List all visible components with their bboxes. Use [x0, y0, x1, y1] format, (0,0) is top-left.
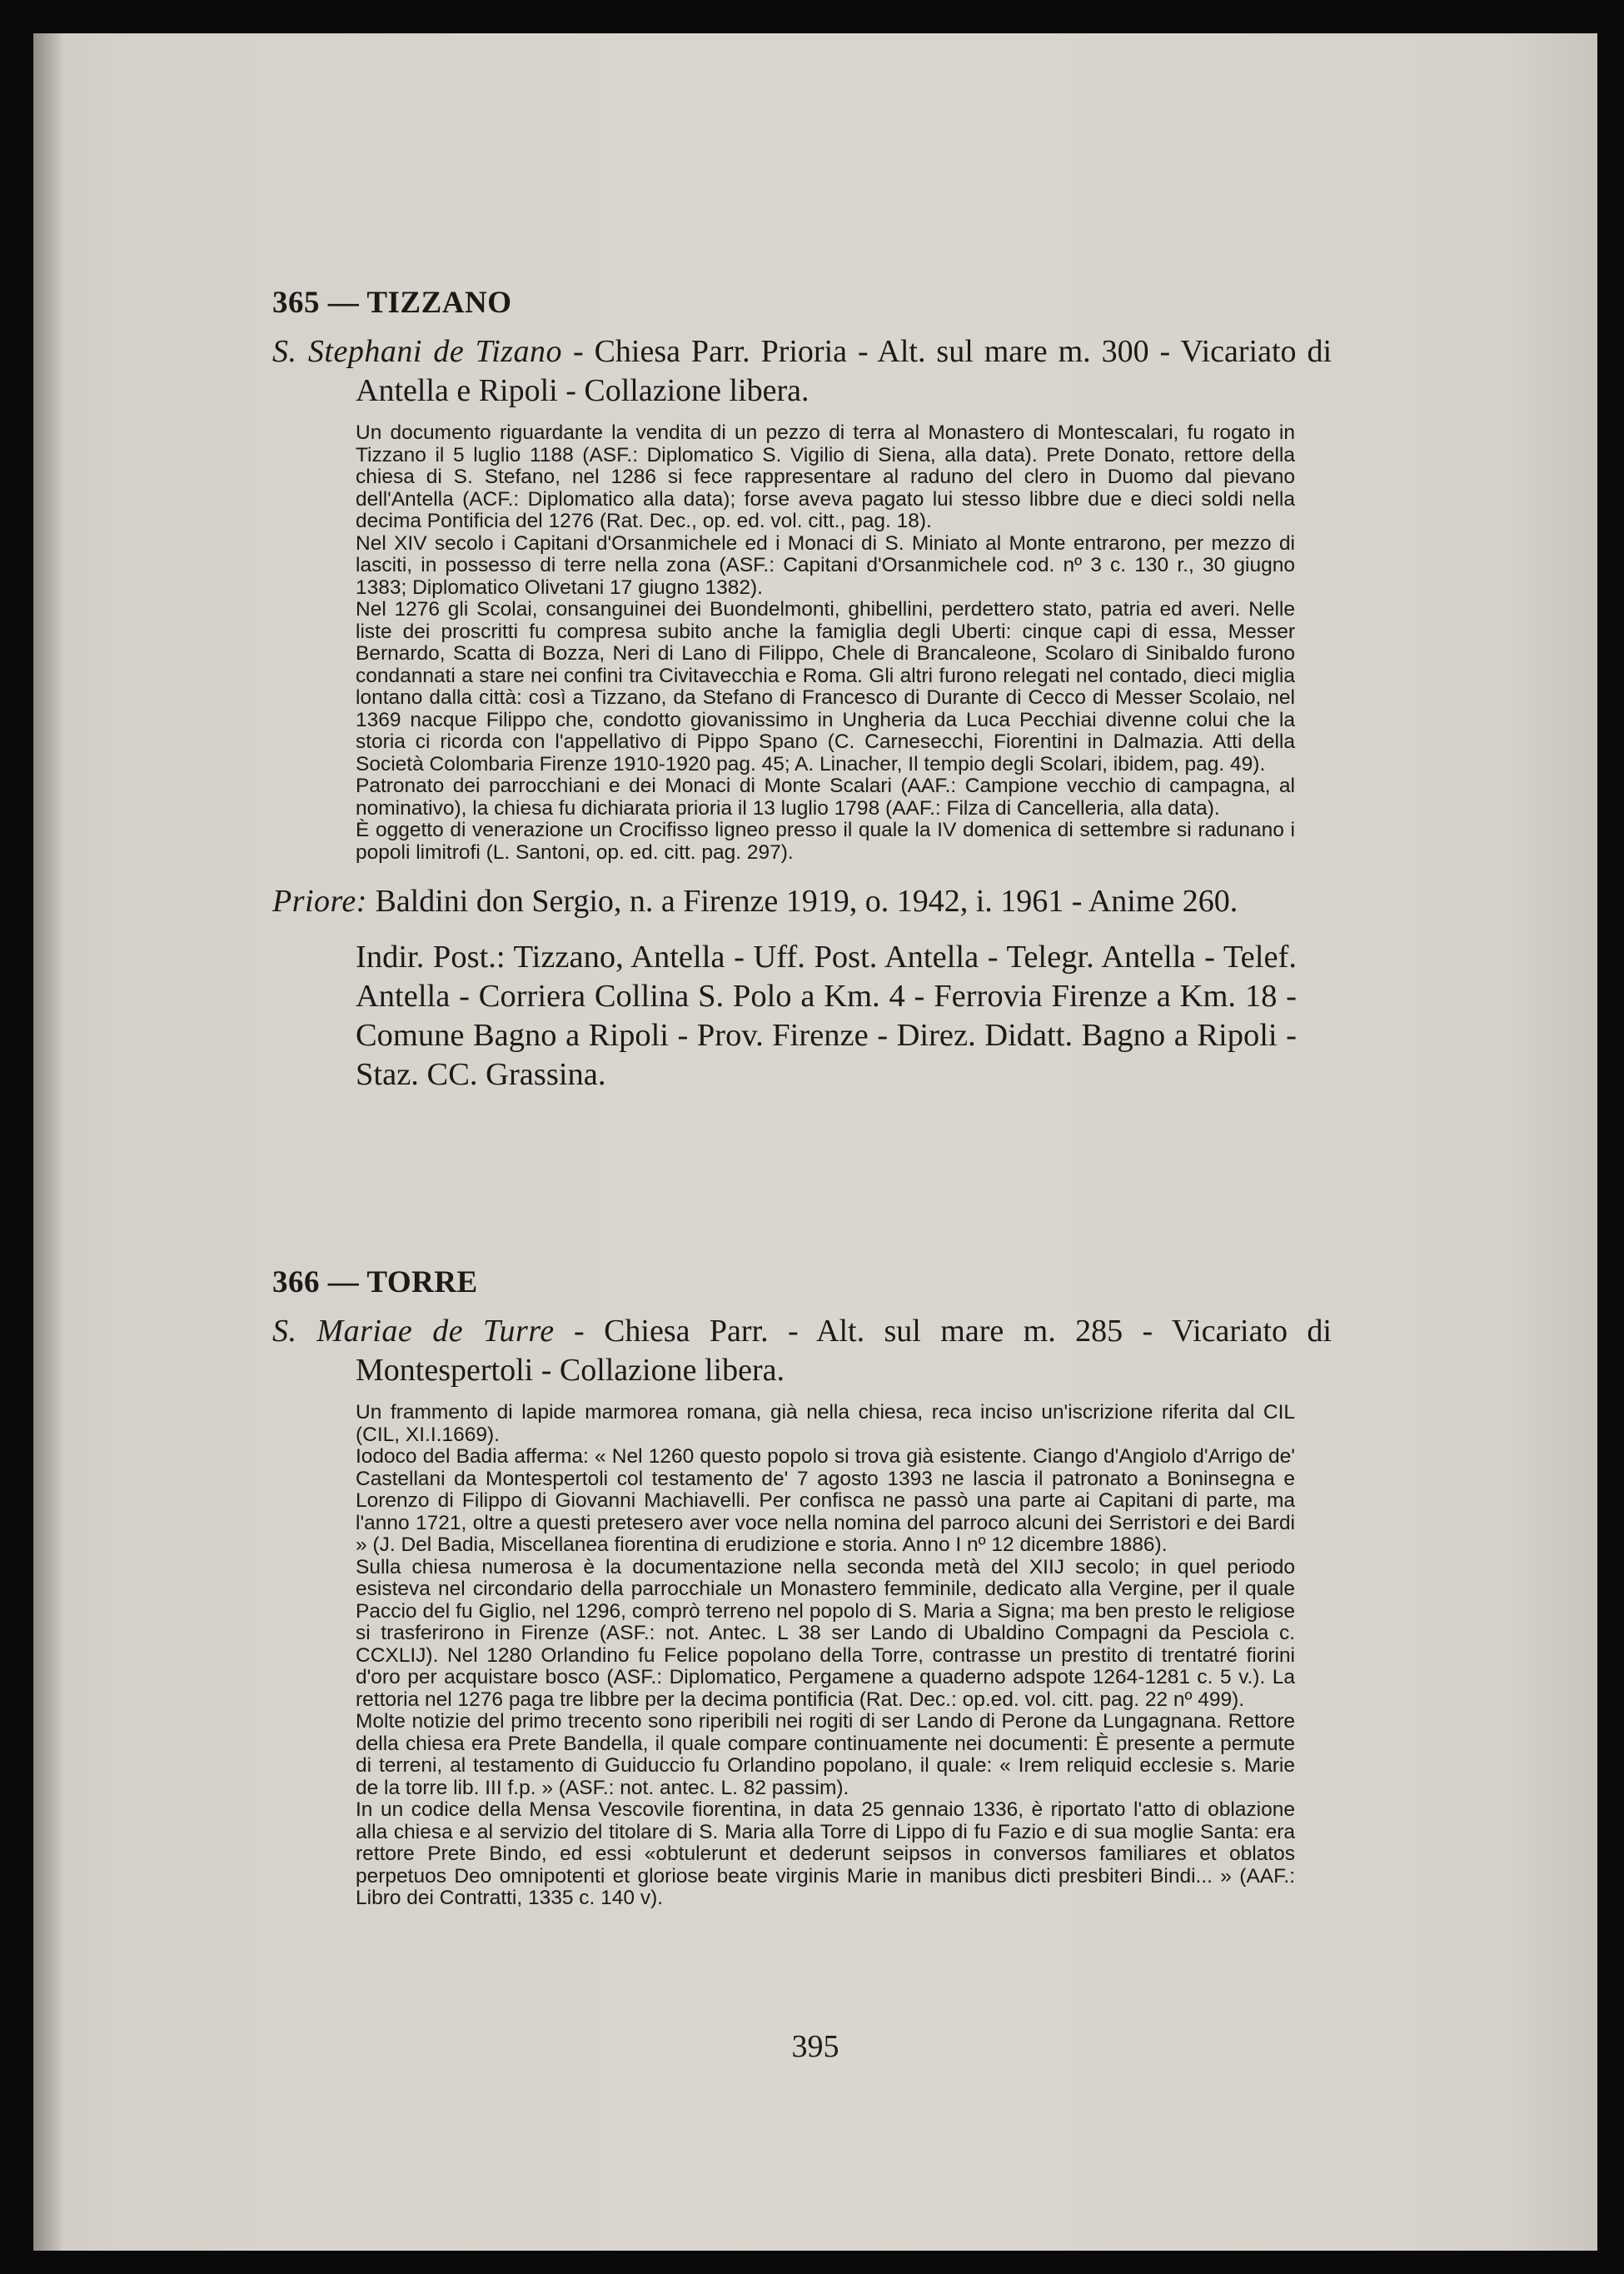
paragraph: Molte notizie del primo trecento sono riperibili nei rogiti di ser Lando di Perone da Lungagnana. Rettore della chiesa era Prete Bandella, il quale compare continuamente nei documenti: È presente a permute di terreni, al testamento di Guiduccio fu Orlandino popolano, il quale: « Irem reliquid ecclesie s. Marie de la torre lib. III f.p. » (ASF.: not. antec. L. 82 passim). — [356, 1710, 1295, 1799]
entry-lead — [272, 1312, 1332, 1390]
page-number: 395 — [791, 2029, 839, 2064]
book-spine-shadow — [33, 33, 62, 2251]
paragraph: Nel XIV secolo i Capitani d'Orsanmichele ed i Monaci di S. Miniato al Monte entrarono, per mezzo di lasciti, in possesso di terre nella zona (ASF.: Capitani d'Orsanmichele cod. nº 3 c. 130 r., 30 giugno 1383; Diplomatico Olivetani 17 giugno 1382). — [356, 531, 1295, 599]
paragraph: Nel 1276 gli Scolai, consanguinei dei Buondelmonti, ghibellini, perdettero stato, patria ed averi. Nelle liste dei proscritti fu compresa subito anche la famiglia degli Uberti: cinque capi di essa, Messer Bernardo, Scatta di Bozza, Neri di Lano di Filippo, Chele di Brancaleone, Scolaro di Sinibaldo furono condannati a stare nei confini tra Civitavecchia e Roma. Gli altri furono relegati nel contado, dieci miglia lontano dalla città: così a Tizzano, da Stefano di Francesco di Durante di Cecco di Messer Scolaio, nel 1369 nacque Filippo che, condotto giovanissimo in Ungheria da Luca Pecchiai divenne colui che la storia ci ricorda con l'appellativo di Pippo Spano (C. Carnesecchi, Fiorentini in Dalmazia. Atti della Società Colombaria Firenze 1910-1920 pag. 45; A. Linacher, Il tempio degli Scolari, ibidem, pag. 49). — [356, 598, 1295, 775]
paragraph: Sulla chiesa numerosa è la documentazione nella seconda metà del XIIJ secolo; in quel periodo esisteva nel circondario della parrocchiale un Monastero femminile, dedicato alla Vergine, per il quale Paccio del fu Giglio, nel 1296, comprò terreno nel popolo di S. Maria a Signa; ma ben presto le religiose si trasferirono in Firenze (ASF.: not. Antec. L 38 ser Lando di Ubaldino Compagni da Pesciola c. CCXLIJ). Nel 1280 Orlandino fu Felice popolano della Torre, contrasse un prestito di trentatré fiorini d'oro per acquistare bosco (ASF.: Diplomatico, Pergamene a quaderno adspote 1264-1281 c. 5 v.). La rettoria nel 1276 paga tre libbre per la decima pontificia (Rat. Dec.: op.ed. vol. citt. pag. 22 nº 499). — [356, 1555, 1295, 1711]
book-page — [33, 33, 1597, 2251]
paragraph: È oggetto di venerazione un Crocifisso ligneo presso il quale la IV domenica di settembre si radunano i popoli limitrofi (L. Santoni, op. ed. citt. pag. 297). — [356, 819, 1295, 864]
entry-body — [356, 422, 1295, 864]
entry-heading: 366 — TORRE — [272, 1265, 478, 1299]
entry-365 — [272, 285, 1332, 1095]
entry-lead-details: - Chiesa Parr. Prioria - Alt. sul mare m. 300 - Vicariato di Antella e Ripoli - Collazione libera. — [356, 334, 1332, 408]
entry-lead-details: - Chiesa Parr. - Alt. sul mare m. 285 - Vicariato di Montespertoli - Collazione libera. — [356, 1314, 1332, 1388]
paragraph: Iodoco del Badia afferma: « Nel 1260 questo popolo si trova già esistente. Ciango d'Angiolo d'Arrigo de' Castellani da Montespertoli col testamento de' 7 agosto 1393 ne lascia il patronato a Boninsegna e Lorenzo di Filippo di Giovanni Machiavelli. Per confisca ne passò una parte ai Capitani di parte, ma l'anno 1721, oltre a questi pretesero aver voce nella nomina del parroco alcuni dei Serristori e dei Bardi » (J. Del Badia, Miscellanea fiorentina di erudizione e storia. Anno I nº 12 dicembre 1886). — [356, 1445, 1295, 1556]
priore-text: Baldini don Sergio, n. a Firenze 1919, o. 1942, i. 1961 - Anime 260. — [366, 884, 1238, 919]
paragraph: Un frammento di lapide marmorea romana, già nella chiesa, reca inciso un'iscrizione riferita dal CIL (CIL, XI.I.1669). — [356, 1401, 1295, 1446]
entry-366 — [272, 1264, 1332, 1910]
entry-lead — [272, 332, 1332, 411]
postal-address: Indir. Post.: Tizzano, Antella - Uff. Post. Antella - Telegr. Antella - Telef. Antella - Corriera Collina S. Polo a Km. 4 - Ferrovia Firenze a Km. 18 - Comune Bagno a Ripoli - Prov. Firenze - Direz. Didatt. Bagno a Ripoli - Staz. CC. Grassina. — [356, 940, 1297, 1092]
priore-line — [272, 882, 1332, 921]
paragraph: Patronato dei parrocchiani e dei Monaci di Monte Scalari (AAF.: Campione vecchio di campagna, al nominativo), la chiesa fu dichiarata prioria il 13 luglio 1798 (AAF.: Filza di Cancelleria, alla data). — [356, 775, 1295, 820]
paragraph: Un documento riguardante la vendita di un pezzo di terra al Monastero di Montescalari, fu rogato in Tizzano il 5 luglio 1188 (ASF.: Diplomatico S. Vigilio di Siena, alla data). Prete Donato, rettore della chiesa di S. Stefano, nel 1286 si fece rappresentare al raduno del clero in Duomo dal pievano dell'Antella (ACF.: Diplomatico alla data); forse aveva pagato lui stesso libbre due e dieci soldi nella decima Pontificia del 1276 (Rat. Dec., op. ed. vol. citt., pag. 18). — [356, 421, 1295, 532]
entry-heading: 365 — TIZZANO — [272, 286, 512, 320]
entry-latin-name: S. Mariae de Turre — [272, 1314, 555, 1349]
entry-body — [356, 1402, 1295, 1910]
priore-label: Priore: — [272, 884, 367, 919]
entry-latin-name: S. Stephani de Tizano — [272, 334, 563, 369]
paragraph: In un codice della Mensa Vescovile fiorentina, in data 25 gennaio 1336, è riportato l'atto di oblazione alla chiesa e al servizio del titolare di S. Maria alla Torre di Lippo di fu Fazio e di sua moglie Santa: era rettore Prete Bindo, ed essi «obtulerunt et dederunt seipsos in conversos familiares et oblatos perpetuos Deo omnipotenti et gloriose beate virginis Marie in manibus dicti presbiteri Bindi... » (AAF.: Libro dei Contratti, 1335 c. 140 v). — [356, 1798, 1295, 1909]
